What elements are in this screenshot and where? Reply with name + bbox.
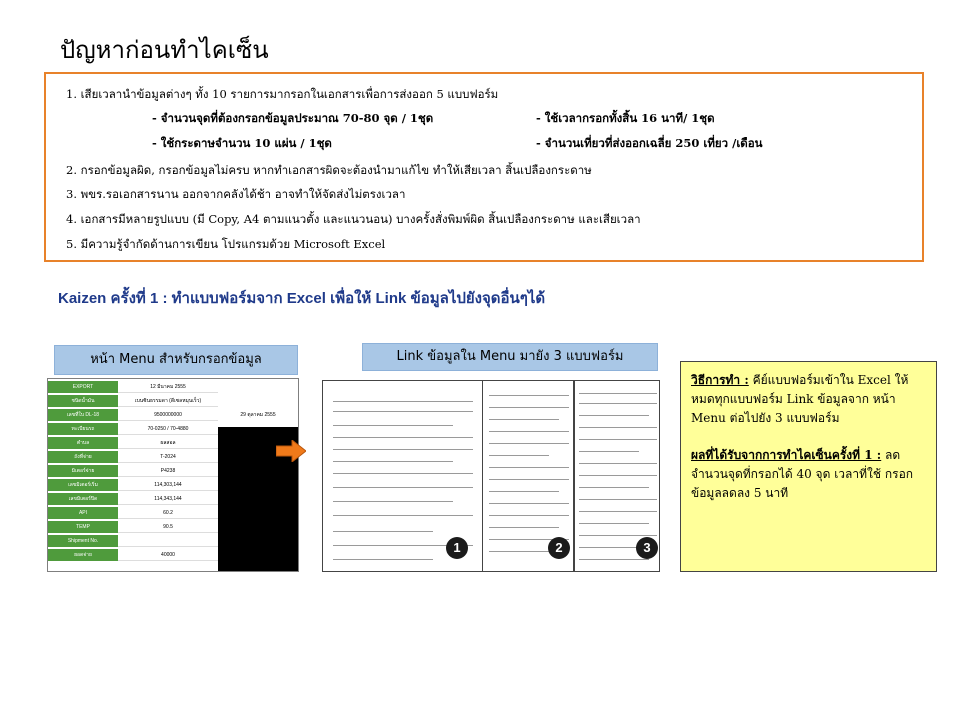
- menu-sheet-value[interactable]: 90.5: [118, 521, 218, 533]
- menu-sheet-value[interactable]: 114,343,144: [118, 493, 218, 505]
- menu-sheet-key: ยอดจ่าย: [48, 549, 118, 561]
- outcome-text: ลด จำนวนจุดที่กรอกได้ 40 จุด เวลาที่ใช้ กรอกข้อมูลลดลง 5 นาที: [691, 448, 914, 500]
- menu-sheet-key: เลขมิเตอร์ปิด: [48, 493, 118, 505]
- menu-sheet-value[interactable]: 70-0250 / 70-4880: [118, 423, 218, 435]
- problem-sub-d: - จำนวนเที่ยวที่ส่งออกเฉลี่ย 250 เที่ยว /เดือน: [536, 136, 763, 150]
- method-text: คีย์แบบฟอร์มเข้าใน Excel ให้หมดทุกแบบฟอร์ม Link ข้อมูลจาก หน้า Menu ต่อไปยัง 3 แบบฟอร์ม: [691, 373, 909, 425]
- menu-sheet-value[interactable]: เบนซินธรรมดา (ดีเซลหมุนเร็ว): [118, 395, 218, 407]
- method-paragraph: [691, 371, 926, 428]
- menu-sheet-key: ถังที่จ่าย: [48, 451, 118, 463]
- menu-sheet-key: ทะเบียนรถ: [48, 423, 118, 435]
- menu-sheet-key: ชนิดน้ำมัน: [48, 395, 118, 407]
- form-number-badge-2: 2: [548, 537, 570, 559]
- menu-sheet-row: [48, 409, 298, 421]
- link-panel-header: Link ข้อมูลใน Menu มายัง 3 แบบฟอร์ม: [362, 343, 658, 371]
- menu-sheet-value[interactable]: 114,303,144: [118, 479, 218, 491]
- menu-sheet-value[interactable]: 40000: [118, 549, 218, 561]
- menu-sheet-value[interactable]: T-2024: [118, 451, 218, 463]
- problem-list-box: [44, 72, 924, 262]
- menu-sheet-key: เลขมิเตอร์เริ่ม: [48, 479, 118, 491]
- problem-sub-a: - จำนวนจุดที่ต้องกรอกข้อมูลประมาณ 70-80 จุด / 1ชุด: [152, 111, 434, 125]
- menu-sheet-extra: 29 ตุลาคม 2555: [240, 412, 276, 418]
- menu-sheet-key: EXPORT: [48, 381, 118, 393]
- problem-item-1: 1. เสียเวลานำข้อมูลต่างๆ ทั้ง 10 รายการมากรอกในเอกสารเพื่อการส่งออก 5 แบบฟอร์ม: [66, 87, 499, 101]
- menu-sheet-extra: [218, 381, 298, 393]
- problem-sub-b: - ใช้เวลากรอกทั้งสิ้น 16 นาที/ 1ชุด: [536, 111, 715, 125]
- result-box: [680, 361, 937, 572]
- menu-sheet-value[interactable]: 60.2: [118, 507, 218, 519]
- problem-sub-c: - ใช้กระดาษจำนวน 10 แผ่น / 1ชุด: [152, 136, 332, 150]
- menu-panel-header: หน้า Menu สำหรับกรอกข้อมูล: [54, 345, 298, 375]
- menu-sheet-row: [48, 381, 298, 393]
- menu-sheet-row: [48, 395, 298, 407]
- kaizen-heading: Kaizen ครั้งที่ 1 : ทำแบบฟอร์มจาก Excel เพื่อให้ Link ข้อมูลไปยังจุดอื่นๆได้: [58, 290, 546, 307]
- menu-sheet-key: TEMP: [48, 521, 118, 533]
- menu-sheet-key: มิเตอร์จ่าย: [48, 465, 118, 477]
- form-number-badge-3: 3: [636, 537, 658, 559]
- outcome-label: ผลที่ได้รับจากการทำไคเซ็นครั้งที่ 1 :: [691, 448, 882, 462]
- menu-excel-sheet: [47, 378, 299, 572]
- method-label: วิธีการทำ :: [691, 373, 749, 387]
- menu-sheet-value[interactable]: 12 มีนาคม 2555: [118, 381, 218, 393]
- problem-item-3: 3. พขร.รอเอกสารนาน ออกจากคลังได้ช้า อาจทำให้จัดส่งไม่ตรงเวลา: [66, 187, 406, 201]
- page-title: ปัญหาก่อนทำไคเซ็น: [60, 36, 269, 64]
- menu-sheet-value[interactable]: P4238: [118, 465, 218, 477]
- menu-sheet-value[interactable]: ผลสอล: [118, 437, 218, 449]
- menu-sheet-value[interactable]: [118, 535, 218, 547]
- arrow-right-icon: [276, 440, 306, 462]
- problem-item-2: 2. กรอกข้อมูลผิด, กรอกข้อมูลไม่ครบ หากทำเอกสารผิดจะต้องนำมาแก้ไข ทำให้เสียเวลา สิ้นเปลืองกระดาษ: [66, 163, 592, 177]
- menu-sheet-value[interactable]: 9500000000: [118, 409, 218, 421]
- linked-forms: [322, 380, 660, 572]
- menu-sheet-key: ตำบล: [48, 437, 118, 449]
- problem-item-4: 4. เอกสารมีหลายรูปแบบ (มี Copy, A4 ตามแนวตั้ง และแนวนอน) บางครั้งสั่งพิมพ์ผิด สิ้นเปลืองกระดาษ และเสียเวลา: [66, 212, 641, 226]
- menu-sheet-key: Shipment No.: [48, 535, 118, 547]
- outcome-paragraph: [691, 446, 926, 503]
- menu-sheet-key: API: [48, 507, 118, 519]
- menu-sheet-key: เลขที่ใบ DL-18: [48, 409, 118, 421]
- menu-sheet-extra: [218, 395, 298, 407]
- problem-item-5: 5. มีความรู้จำกัดด้านการเขียน โปรแกรมด้วย Microsoft Excel: [66, 237, 386, 251]
- form-number-badge-1: 1: [446, 537, 468, 559]
